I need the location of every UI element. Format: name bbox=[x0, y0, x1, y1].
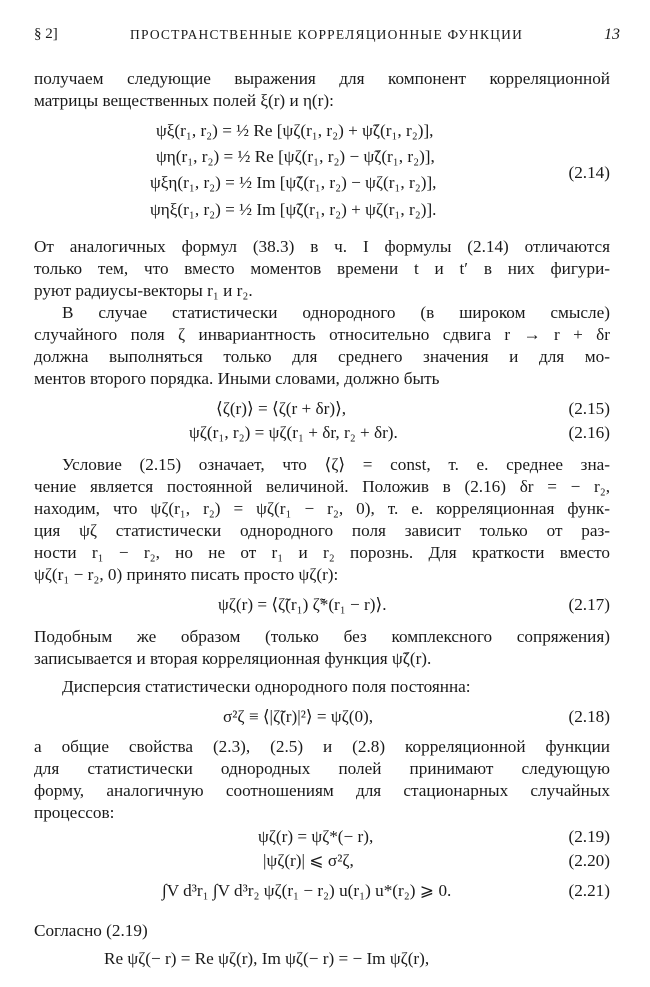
equation-line: ψζ(r) = ⟨ζ̃(r₁) ζ̃*(r₁ − r)⟩. bbox=[218, 595, 387, 614]
text-line: ментов второго порядка. Иными словами, должно быть bbox=[34, 369, 440, 388]
equation-number: (2.16) bbox=[568, 423, 610, 442]
text-line: находим, что ψζ(r₁, r₂) = ψζ(r₁ − r₂, 0), т. е. корреляционная функ- bbox=[34, 499, 610, 518]
text-line: для статистически однородных полей принимают следующую bbox=[34, 759, 610, 778]
equation-number: (2.17) bbox=[568, 595, 610, 614]
running-header bbox=[34, 26, 620, 52]
page-number: 13 bbox=[604, 26, 620, 43]
equation-line: ⟨ζ(r)⟩ = ⟨ζ(r + δr)⟩, bbox=[216, 399, 347, 418]
equation-line: σ²ζ ≡ ⟨|ζ̃(r)|²⟩ = ψζ(0), bbox=[223, 707, 374, 726]
text-line: получаем следующие выражения для компонент корреляционной bbox=[34, 69, 610, 88]
equation-line: Re ψζ(− r) = Re ψζ(r), Im ψζ(− r) = − Im ψζ(r), bbox=[104, 949, 430, 968]
text-line: ψζ(r₁ − r₂, 0) принято писать просто ψζ(r): bbox=[34, 565, 339, 584]
equation-number: (2.21) bbox=[568, 881, 610, 900]
equation-line: ψξη(r₁, r₂) = ½ Im [ψ̃ζ(r₁, r₂) − ψζ(r₁, r₂)], bbox=[150, 173, 437, 192]
text-line: ция ψζ статистически однородного поля зависит только от раз- bbox=[34, 521, 610, 540]
equation-number: (2.15) bbox=[568, 399, 610, 418]
text-line: чение является постоянной величиной. Положив в (2.16) δr = − r₂, bbox=[34, 477, 610, 496]
text-line: процессов: bbox=[34, 803, 115, 822]
text-line: руют радиусы-векторы r₁ и r₂. bbox=[34, 281, 253, 300]
text-line: Подобным же образом (только без комплексного сопряжения) bbox=[34, 627, 610, 646]
text-line: Дисперсия статистически однородного поля постоянна: bbox=[62, 677, 471, 696]
text-line: От аналогичных формул (38.3) в ч. I формулы (2.14) отличаются bbox=[34, 237, 610, 256]
text-line: только тем, что вместо моментов времени t и t′ в них фигури- bbox=[34, 259, 610, 278]
equation-line: ψη(r₁, r₂) = ½ Re [ψζ(r₁, r₂) − ψ̃ζ(r₁, r₂)], bbox=[156, 147, 435, 166]
text-line: Согласно (2.19) bbox=[34, 921, 148, 940]
equation-line: ψξ(r₁, r₂) = ½ Re [ψζ(r₁, r₂) + ψ̃ζ(r₁, r₂)], bbox=[156, 121, 434, 140]
equation-number: (2.19) bbox=[568, 827, 610, 846]
text-line: ности r₁ − r₂, но не от r₁ и r₂ порознь. Для краткости вместо bbox=[34, 543, 610, 562]
equation-number: (2.20) bbox=[568, 851, 610, 870]
equation-line: ψηξ(r₁, r₂) = ½ Im [ψ̃ζ(r₁, r₂) + ψζ(r₁, r₂)]. bbox=[150, 200, 437, 219]
equation-line: |ψζ(r)| ⩽ σ²ζ, bbox=[263, 851, 354, 870]
text-line: записывается и вторая корреляционная функция ψ̃ζ(r). bbox=[34, 649, 432, 668]
equation-line: ψζ(r) = ψζ*(− r), bbox=[258, 827, 374, 846]
text-line: а общие свойства (2.3), (2.5) и (2.8) корреляционной функции bbox=[34, 737, 610, 756]
equation-number: (2.14) bbox=[568, 163, 610, 182]
text-line: форму, аналогичную соотношениям для стационарных случайных bbox=[34, 781, 610, 800]
text-line: должна выполняться только для среднего значения и для мо- bbox=[34, 347, 610, 366]
equation-number: (2.18) bbox=[568, 707, 610, 726]
running-title: ПРОСТРАНСТВЕННЫЕ КОРРЕЛЯЦИОННЫЕ ФУНКЦИИ bbox=[130, 27, 524, 42]
text-line: случайного поля ζ инвариантность относительно сдвига r → r + δr bbox=[34, 325, 610, 344]
equation-line: ψζ(r₁, r₂) = ψζ(r₁ + δr, r₂ + δr). bbox=[189, 423, 398, 442]
text-line: Условие (2.15) означает, что ⟨ζ⟩ = const, т. е. среднее зна- bbox=[62, 455, 610, 474]
text-line: В случае статистически однородного (в широком смысле) bbox=[62, 303, 610, 322]
equation-line: ∫V d³r₁ ∫V d³r₂ ψζ(r₁ − r₂) u(r₁) u*(r₂) ⩾ 0. bbox=[162, 881, 452, 900]
text-line: матрицы вещественных полей ξ(r) и η(r): bbox=[34, 91, 334, 110]
section-marker: § 2] bbox=[34, 26, 58, 42]
